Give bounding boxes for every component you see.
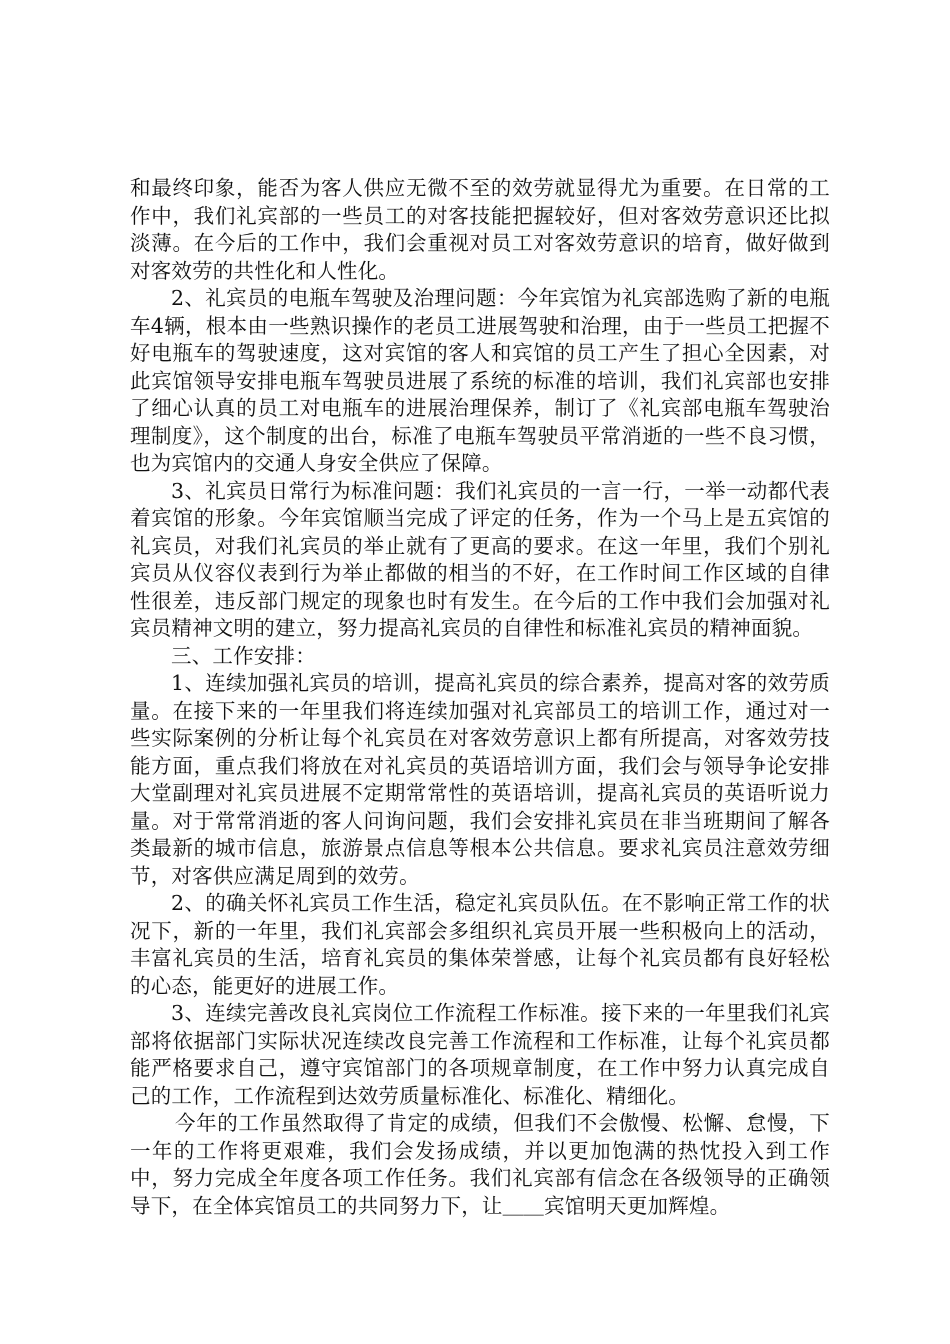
paragraph-behavior-standards: 3、礼宾员日常行为标准问题：我们礼宾员的一言一行，一举一动都代表着宾馆的形象。今年宾馆顺当完成了评定的任务，作为一个马上是五宾馆的礼宾员，对我们礼宾员的举止就有了更高的要求。在这一年里，我们个别礼宾员从仪容仪表到行为举止都做的相当的不好，在工作时间工作区域的自律性很差，违反部门规定的现象也时有发生。在今后的工作中我们会加强对礼宾员精神文明的建立，努力提高礼宾员的自律性和标准礼宾员的精神面貌。: [130, 478, 830, 640]
paragraph-conclusion: 今年的工作虽然取得了肯定的成绩，但我们不会傲慢、松懈、怠慢，下一年的工作将更艰难，我们会发扬成绩，并以更加饱满的热忱投入到工作中，努力完成全年度各项工作任务。我们礼宾部有信念在各级领导的正确领导下，在全体宾馆员工的共同努力下，让＿＿宾馆明天更加辉煌。: [130, 1111, 830, 1218]
paragraph-training: 1、连续加强礼宾员的培训，提高礼宾员的综合素养，提高对客的效劳质量。在接下来的一年里我们将连续加强对礼宾部员工的培训工作，通过对一些实际案例的分析让每个礼宾员在对客效劳意识上都有所提高，对客效劳技能方面，重点我们将放在对礼宾员的英语培训方面，我们会与领导争论安排大堂副理对礼宾员进展不定期常常性的英语培训，提高礼宾员的英语听说力量。对于常常消逝的客人问询问题，我们会安排礼宾员在非当班期间了解各类最新的城市信息，旅游景点信息等根本公共信息。要求礼宾员注意效劳细节，对客供应满足周到的效劳。: [130, 671, 830, 888]
paragraph-staff-care: 2、的确关怀礼宾员工作生活，稳定礼宾员队伍。在不影响正常工作的状况下，新的一年里，我们礼宾部会多组织礼宾员开展一些积极向上的活动，丰富礼宾员的生活，培育礼宾员的集体荣誉感，让每个礼宾员都有良好轻松的心态，能更好的进展工作。: [130, 891, 830, 998]
paragraph-continuation: 和最终印象，能否为客人供应无微不至的效劳就显得尤为重要。在日常的工作中，我们礼宾部的一些员工的对客技能把握较好，但对客效劳意识还比拟淡薄。在今后的工作中，我们会重视对员工对客效劳意识的培育，做好做到对客效劳的共性化和人性化。: [130, 176, 830, 283]
paragraph-workflow: 3、连续完善改良礼宾岗位工作流程工作标准。接下来的一年里我们礼宾部将依据部门实际状况连续改良完善工作流程和工作标准，让每个礼宾员都能严格要求自己，遵守宾馆部门的各项规章制度，在工作中努力认真完成自己的工作，工作流程到达效劳质量标准化、标准化、精细化。: [130, 1001, 830, 1108]
section-heading-work-plan: 三、工作安排：: [171, 643, 316, 668]
paragraph-ebike-management: 2、礼宾员的电瓶车驾驶及治理问题：今年宾馆为礼宾部选购了新的电瓶车4辆，根本由一些熟识操作的老员工进展驾驶和治理，由于一些员工把握不好电瓶车的驾驶速度，这对宾馆的客人和宾馆的员工产生了担心全因素，对此宾馆领导安排电瓶车驾驶员进展了系统的标准的培训，我们礼宾部也安排了细心认真的员工对电瓶车的进展治理保养，制订了《礼宾部电瓶车驾驶治理制度》，这个制度的出台，标准了电瓶车驾驶员平常消逝的一些不良习惯，也为宾馆内的交通人身安全供应了保障。: [130, 286, 830, 475]
document-body: [130, 175, 830, 1220]
